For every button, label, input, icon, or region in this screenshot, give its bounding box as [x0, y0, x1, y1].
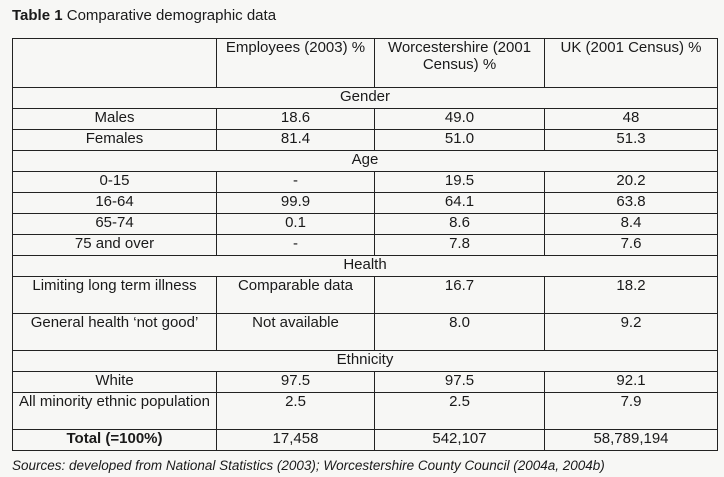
- caption-label: Table 1: [12, 7, 63, 24]
- section-header-health: [13, 256, 718, 277]
- cell-worcestershire: 97.5: [375, 372, 545, 393]
- source-note: Sources: developed from National Statistics (2003); Worcestershire County Council (2004a, 2004b): [12, 458, 605, 473]
- row-label: Limiting long term illness: [13, 277, 217, 314]
- table-row: [13, 214, 718, 235]
- caption-text: Comparative demographic data: [66, 7, 277, 24]
- section-title: Age: [13, 151, 718, 172]
- cell-employees: 18.6: [217, 109, 375, 130]
- table-caption: [12, 6, 276, 26]
- total-label: Total (=100%): [13, 430, 217, 451]
- table-row: [13, 193, 718, 214]
- cell-worcestershire: 7.8: [375, 235, 545, 256]
- cell-employees: -: [217, 235, 375, 256]
- header-employees: Employees (2003) %: [217, 39, 375, 88]
- cell-employees: 0.1: [217, 214, 375, 235]
- row-label: 16-64: [13, 193, 217, 214]
- cell-worcestershire: 8.6: [375, 214, 545, 235]
- row-label: 65-74: [13, 214, 217, 235]
- total-worcestershire: 542,107: [375, 430, 545, 451]
- demographic-table: [12, 38, 718, 451]
- row-label: White: [13, 372, 217, 393]
- section-header-age: [13, 151, 718, 172]
- total-row: [13, 430, 718, 451]
- cell-uk: 92.1: [545, 372, 718, 393]
- cell-uk: 9.2: [545, 314, 718, 351]
- cell-employees: 81.4: [217, 130, 375, 151]
- table-row: [13, 130, 718, 151]
- cell-employees: 2.5: [217, 393, 375, 430]
- cell-employees: Not available: [217, 314, 375, 351]
- cell-worcestershire: 8.0: [375, 314, 545, 351]
- table-row: [13, 277, 718, 314]
- table-row: [13, 172, 718, 193]
- cell-worcestershire: 2.5: [375, 393, 545, 430]
- cell-worcestershire: 49.0: [375, 109, 545, 130]
- cell-employees: 97.5: [217, 372, 375, 393]
- row-label: Females: [13, 130, 217, 151]
- section-title: Ethnicity: [13, 351, 718, 372]
- section-title: Gender: [13, 88, 718, 109]
- cell-uk: 51.3: [545, 130, 718, 151]
- row-label: General health ‘not good’: [13, 314, 217, 351]
- cell-uk: 48: [545, 109, 718, 130]
- cell-uk: 7.6: [545, 235, 718, 256]
- row-label: All minority ethnic population: [13, 393, 217, 430]
- row-label: 75 and over: [13, 235, 217, 256]
- cell-worcestershire: 64.1: [375, 193, 545, 214]
- cell-uk: 8.4: [545, 214, 718, 235]
- cell-uk: 18.2: [545, 277, 718, 314]
- table-row: [13, 314, 718, 351]
- table-row: [13, 372, 718, 393]
- cell-uk: 20.2: [545, 172, 718, 193]
- header-row: [13, 39, 718, 88]
- header-uk: UK (2001 Census) %: [545, 39, 718, 88]
- cell-employees: -: [217, 172, 375, 193]
- total-employees: 17,458: [217, 430, 375, 451]
- total-uk: 58,789,194: [545, 430, 718, 451]
- cell-employees: Comparable data: [217, 277, 375, 314]
- cell-worcestershire: 19.5: [375, 172, 545, 193]
- section-header-ethnicity: [13, 351, 718, 372]
- section-title: Health: [13, 256, 718, 277]
- row-label: 0-15: [13, 172, 217, 193]
- header-worcestershire: Worcestershire (2001 Census) %: [375, 39, 545, 88]
- table-row: [13, 235, 718, 256]
- header-cell-blank: [13, 39, 217, 88]
- cell-uk: 7.9: [545, 393, 718, 430]
- row-label: Males: [13, 109, 217, 130]
- section-header-gender: [13, 88, 718, 109]
- table-row: [13, 393, 718, 430]
- table-row: [13, 109, 718, 130]
- cell-uk: 63.8: [545, 193, 718, 214]
- cell-employees: 99.9: [217, 193, 375, 214]
- cell-worcestershire: 51.0: [375, 130, 545, 151]
- cell-worcestershire: 16.7: [375, 277, 545, 314]
